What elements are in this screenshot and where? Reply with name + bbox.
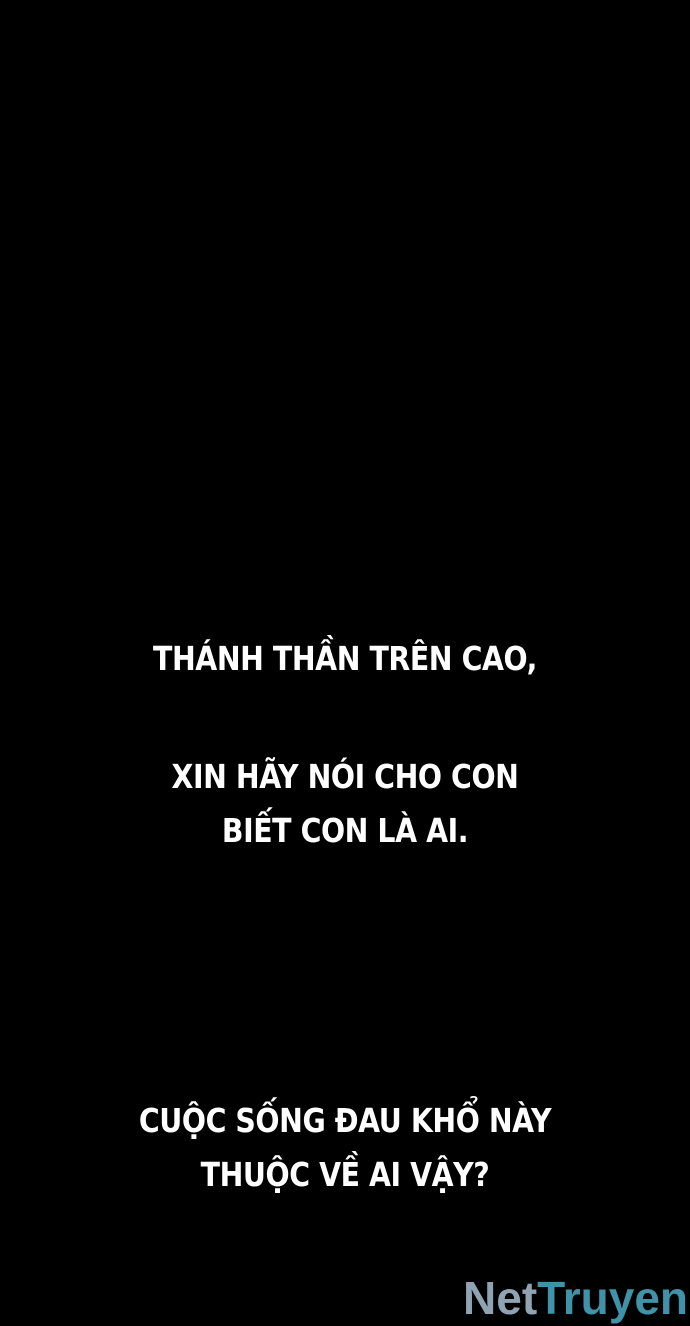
caption-2 xyxy=(48,750,641,858)
caption-line: THUỘC VỀ AI VẬY? xyxy=(200,1155,490,1194)
caption-line: CUỘC SỐNG ĐAU KHỔ NÀY xyxy=(138,1101,552,1140)
caption-line: XIN HÃY NÓI CHO CON xyxy=(171,757,519,796)
watermark-part-net: Net xyxy=(463,1272,538,1324)
caption-1 xyxy=(48,632,641,686)
watermark-part-truyen: Truyen xyxy=(537,1272,688,1324)
caption-3 xyxy=(48,1094,641,1202)
caption-line: BIẾT CON LÀ AI. xyxy=(221,811,469,850)
caption-line: THÁNH THẦN TRÊN CAO, xyxy=(153,639,537,678)
nettruyen-watermark xyxy=(463,1270,688,1326)
